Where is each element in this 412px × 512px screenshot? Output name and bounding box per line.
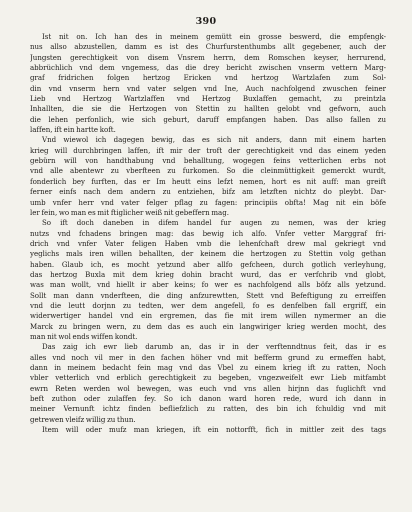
text-line: dann in meinem bedacht fein mag vnd das Vbel zu einem krieg ift zu ratten, Noch (30, 363, 386, 372)
text-line: nus allso abzustellen, damm es ist des Churfurstenthumbs allt gegebener, auch der (30, 42, 386, 52)
text-line: yeglichs mals iren willen behallten, der keinem die hertzogen zu Stettin volg gethan (30, 249, 386, 259)
text-line: was man wollt, vnd hiellt ir aber keins; fo wer es nachfolgend alls böfz alls yetzund. (30, 280, 386, 290)
text-line: vnd alle abentewr zu vberfteen zu furkomen. So die cleinmüttigkeit gemerckt wurdt, (30, 166, 386, 176)
text-line: Inhallten, die sie die Hertzogen von Stettin zu hallten gelobt vnd gefworn, auch (30, 104, 386, 114)
text-line: Jungsten gerechtigkeit von disem Vnsrem herrn, dem Romschen keyser, herrurend, (30, 52, 386, 62)
text-line: getrewen vleifz willig zu thun. (30, 414, 136, 424)
text-line: vbler vetterlich vnd erblich gerechtigkeit zu begeben, vngezweifelt ewr Lieb mitfambt (30, 373, 386, 383)
text-line: ewrn Reten werden wol bewegen, was euch vnd vns allen hirjnn das fuglichft vnd (30, 383, 386, 393)
text-line: vnd die leutt dorjnn zu tedten, wer dem angefell, fo es denfelben fall ergriff, ein (30, 300, 386, 310)
text-line: nutzs vnd fchadens bringen mag: das bewig ich alfo. Vnfer vetter Marggraf fri- (30, 228, 386, 238)
text-line: Ist nit on. Ich han des in meinem gemütt ein grosse beswerd, die empfengk- (42, 32, 386, 41)
text-line: Sollt man dann vnderfteen, die ding anfzurewtten, Stett vnd Befeftigung zu erreiffen (30, 290, 386, 300)
text-line: umb vnfer herr vnd vater felger pflag zu fagen: principiis obfta! Mag nit ein böfe (30, 197, 386, 207)
text-line: laffen, ift ein hartte koft. (30, 125, 116, 135)
text-line: haben. Glaub ich, es mocht yetzund aber allfo gefcheen, durch gotlich verleyhung, (30, 259, 386, 269)
text-line: ferner einfs nach dem andern zu entziehen, bifz am letzften nichtz do pleybt. Dar- (30, 187, 386, 197)
text-line: Marck zu bringen wern, zu dem das es auch ein langwiriger krieg werden mocht, des (30, 321, 386, 331)
text-line: das hertzog Buxla mit dem krieg dohin bracht wurd, das er verfchrib vnd globt, (30, 269, 386, 279)
text-line: krieg will durchbringen laffen, ift mir der troft der gerechtigkeit vnd das einem yeden (30, 145, 386, 155)
text-line: man nit wol ends wiffen kondt. (30, 331, 138, 341)
text-line: din vnd vnserm hern vnd vater selgen vnd Ine, Auch nachfolgend zwuschen feiner (30, 83, 386, 93)
text-line: graf fridrichen folgen hertzog Ericken vnd hertzog Wartzlafen zum Sol- (30, 73, 386, 83)
text-line: Lieb vnd Hertzog Wartzlaffen vnd Hertzog Buxlaffen gemacht, zu preintzla (30, 94, 386, 104)
text-line: beft zuthon oder zulaffen fey. So ich danon ward horen rede, wurd ich dann in (30, 394, 386, 404)
text-line: abbrüchlich vnd dem vngemess, das die drey bericht zwischen vnserm vettern Marg- (30, 63, 386, 73)
text-line: gebürn will von handthabung vnd behalltung, wogegen feins vetterlichen erbs not (30, 156, 386, 166)
text-line: ler fein, wo man es mit ftiglicher weiß nit gebeffern mag. (30, 207, 229, 217)
text-line: widerwertiger handel vnd ein ergremen, das fie mit irem willen nymermer an die (30, 311, 386, 321)
text-line: meiner Vernunft ichtz finden befliefzlich zu ratten, des bin ich fchuldig vnd mit (30, 404, 386, 414)
page-number: 390 (195, 16, 217, 27)
text-line: drich vnd vnfer Vater feligen Haben vmb die lehenfchaft drew mal gekriegt vnd (30, 238, 386, 248)
text-line: Das zaig ich ewr lieb darumb an, das ir in der verftenndtnus feit, das ir es (42, 342, 386, 352)
text-line: Vnd wiewol ich dagegen bewig, das es sich nit anders, dann mit einem harten (42, 135, 386, 145)
text-line: fonderlich bey furften, das er Im heutt eins lefzt nemen, hort es nit auff: man greift (30, 176, 386, 186)
text-line: alles vnd noch vil mer in den fachen höher vnd mit befferm grund zu ermeffen habt, (30, 352, 386, 362)
text-line: die lehen perfonlich, wie sich geburt, daruff empfangen haben. Das allso fallen zu (30, 114, 386, 124)
text-line: So ift doch daneben in difem handel fur augen zu nemen, was der krieg (42, 218, 386, 228)
text-line: Item will oder mufz man kriegen, ift ein nottorfft, fich in mittler zeit des tags (42, 425, 386, 435)
body-text (30, 32, 386, 435)
